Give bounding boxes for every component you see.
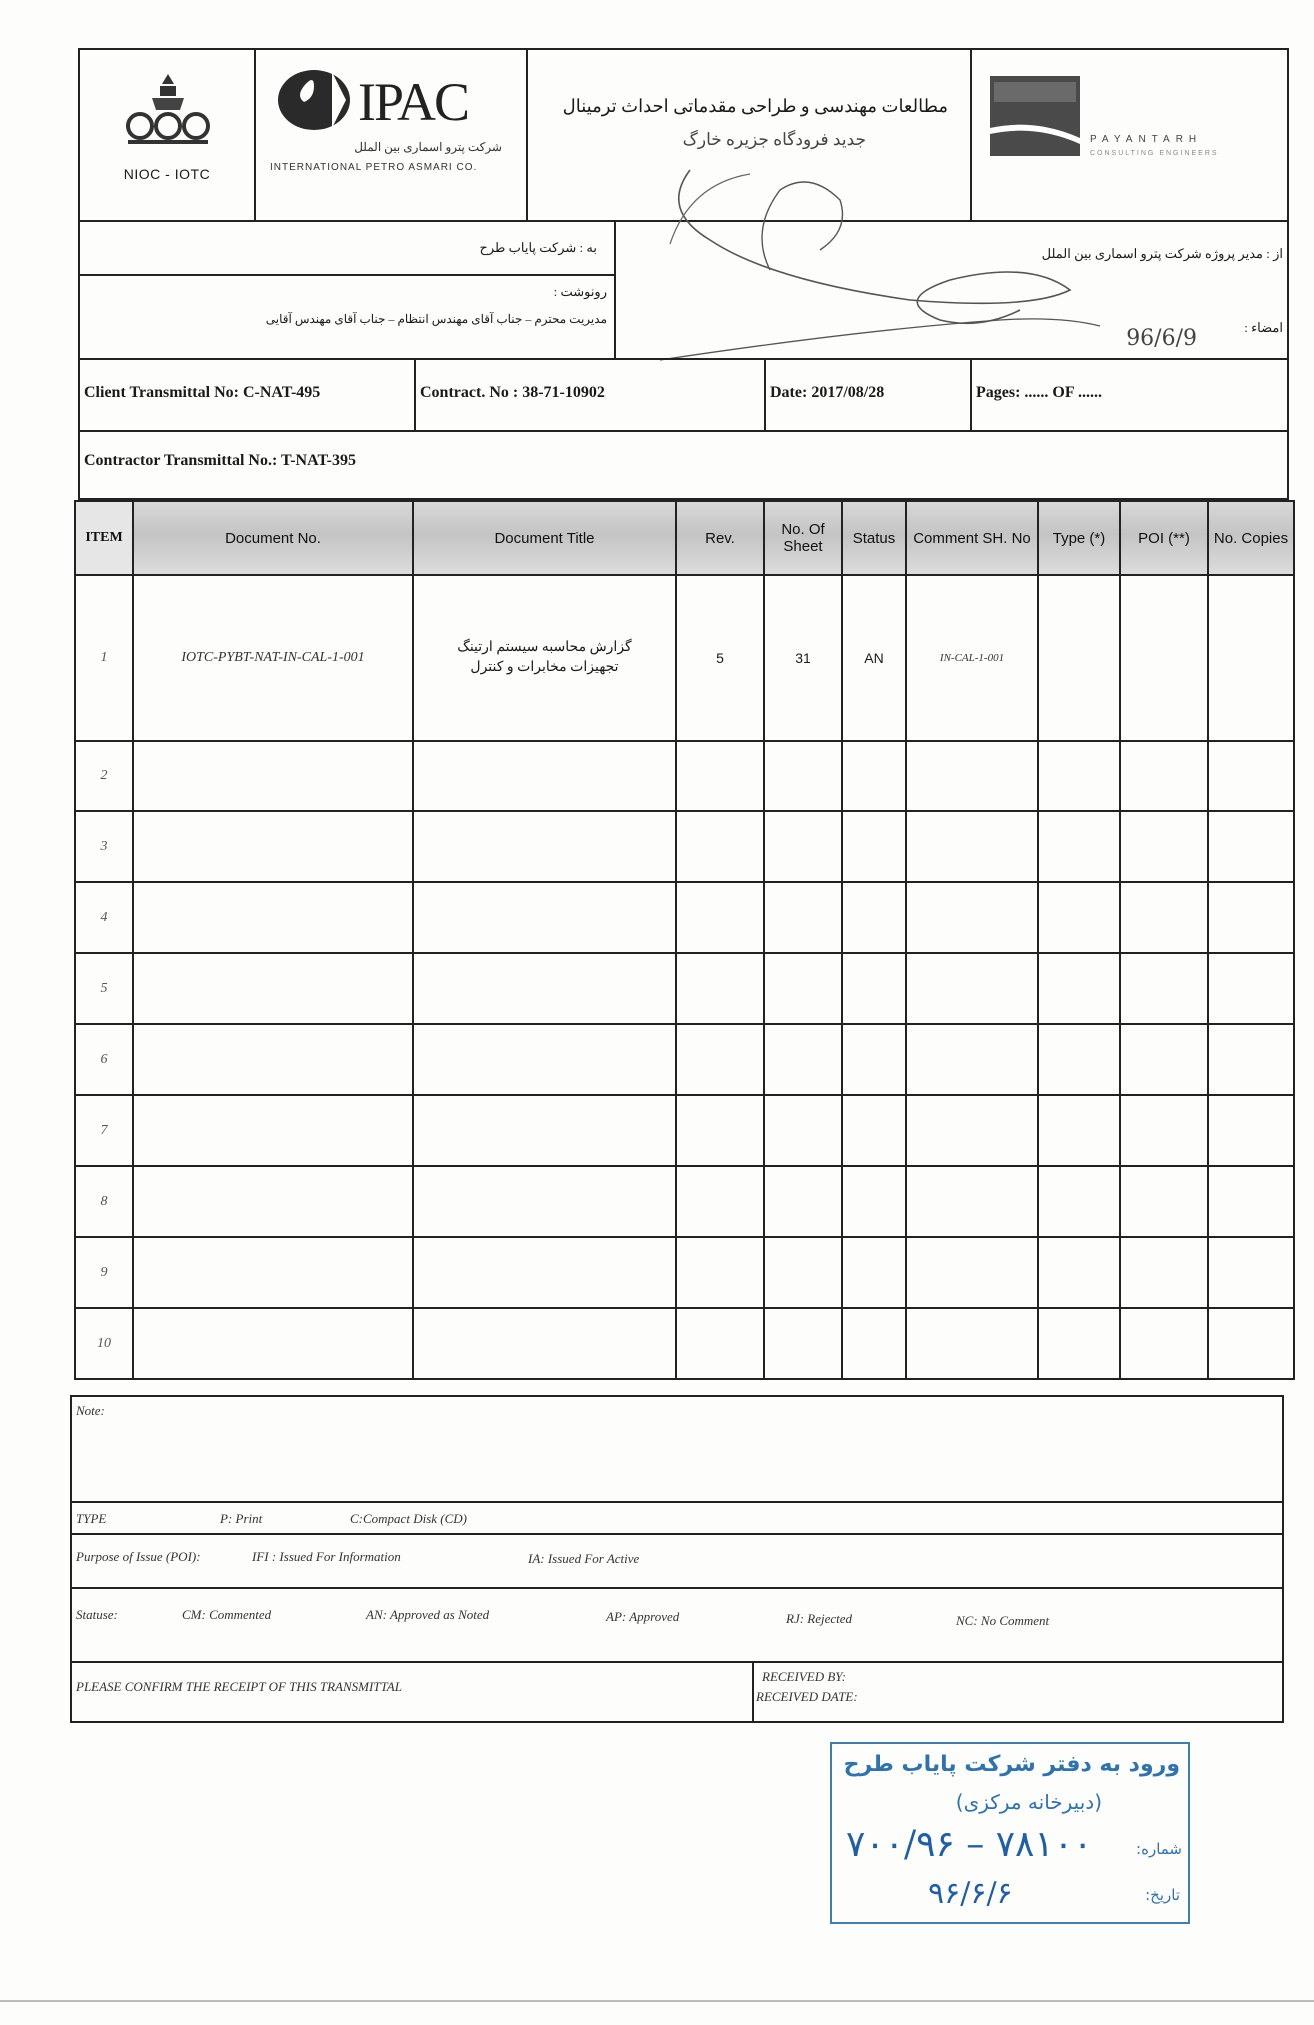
status-rejected: RJ: Rejected xyxy=(786,1611,853,1626)
cc-label: رونوشت : xyxy=(553,284,607,299)
table-row xyxy=(75,741,1294,812)
pages-count: Pages: ...... OF ...... xyxy=(976,384,1103,401)
scan-edge-rule xyxy=(0,2000,1314,2002)
row-item-number: 2 xyxy=(75,741,133,812)
stamp-number-label: شماره: xyxy=(1136,1840,1182,1858)
table-row xyxy=(75,882,1294,953)
client-transmittal-no: Client Transmittal No: C-NAT-495 xyxy=(80,360,416,430)
transmittal-date: Date: 2017/08/28 xyxy=(766,360,972,430)
table-row xyxy=(75,1237,1294,1308)
project-title-line1: مطالعات مهندسی و طراحی مقدماتی احداث ترمینال xyxy=(562,96,948,116)
stamp-date-label: تاریخ: xyxy=(1145,1886,1180,1904)
table-row xyxy=(75,1024,1294,1095)
document-items-table xyxy=(74,500,1295,1380)
col-header-document-title: Document Title xyxy=(413,501,676,575)
nioc-emblem-icon xyxy=(122,70,214,160)
col-header-item: ITEM xyxy=(75,501,133,575)
nioc-label: NIOC - IOTC xyxy=(123,166,211,182)
row-item-number: 4 xyxy=(75,882,133,953)
row-item-number: 6 xyxy=(75,1024,133,1095)
row-item-number: 5 xyxy=(75,953,133,1024)
stamp-line2: (دبیرخانه مرکزی) xyxy=(955,1790,1102,1814)
nioc-logo-cell xyxy=(80,50,256,220)
signature-date: 96/6/9 xyxy=(1126,326,1197,351)
ipac-logo-icon xyxy=(274,64,514,136)
col-header-type: Type (*) xyxy=(1038,501,1120,575)
row-item-number: 7 xyxy=(75,1095,133,1166)
stamp-date-value: ۹۶/۶/۶ xyxy=(928,1876,1013,1911)
col-header-status: Status xyxy=(842,501,906,575)
row-sheets: 31 xyxy=(764,575,842,741)
table-row xyxy=(75,575,1294,741)
to-recipient: به : شرکت پایاب طرح xyxy=(479,240,597,255)
table-row xyxy=(75,1308,1294,1379)
payantarh-name: PAYANTARH xyxy=(1090,134,1203,145)
status-no-comment: NC: No Comment xyxy=(956,1613,1050,1628)
stamp-number-value: ۷۰۰/۹۶ – ۷۸۱۰۰ xyxy=(846,1824,1093,1865)
row-comment-sheet: IN-CAL-1-001 xyxy=(906,575,1038,741)
col-header-no-of-sheet: No. Of Sheet xyxy=(764,501,842,575)
col-header-comment-sh-no: Comment SH. No xyxy=(906,501,1038,575)
row-poi xyxy=(1120,575,1208,741)
note-label: Note: xyxy=(76,1403,105,1418)
row-document-title xyxy=(413,575,676,741)
cc-value: مدیریت محترم – جناب آقای مهندس انتظام – جناب آقای مهندس آقایی xyxy=(265,312,607,326)
ipac-name-en: INTERNATIONAL PETRO ASMARI CO. xyxy=(270,162,478,173)
row-item-number: 8 xyxy=(75,1166,133,1237)
row-rev: 5 xyxy=(676,575,764,741)
table-header-row xyxy=(75,501,1294,575)
ipac-logo-text: IPAC xyxy=(358,72,469,132)
ipac-logo-cell xyxy=(256,50,528,220)
notes-box xyxy=(70,1395,1284,1723)
row-document-title-line2: تجهیزات مخابرات و کنترل xyxy=(470,659,619,675)
status-approved: AP: Approved xyxy=(606,1609,680,1624)
status-label: Statuse: xyxy=(76,1607,118,1622)
table-row xyxy=(75,1166,1294,1237)
poi-ia: IA: Issued For Active xyxy=(528,1551,640,1566)
col-header-rev: Rev. xyxy=(676,501,764,575)
type-compact-disk: C:Compact Disk (CD) xyxy=(350,1511,467,1526)
received-date: RECEIVED DATE: xyxy=(756,1689,858,1704)
col-header-no-copies: No. Copies xyxy=(1208,501,1294,575)
type-label: TYPE xyxy=(76,1511,107,1526)
row-item-number: 10 xyxy=(75,1308,133,1379)
from-sender: از : مدیر پروژه شرکت پترو اسماری بین الملل xyxy=(1041,246,1283,261)
col-header-document-no: Document No. xyxy=(133,501,413,575)
contractor-transmittal-no: Contractor Transmittal No.: T-NAT-395 xyxy=(78,432,1289,500)
row-item-number: 9 xyxy=(75,1237,133,1308)
payantarh-logo-icon xyxy=(990,76,1080,156)
row-item-number: 1 xyxy=(75,575,133,741)
project-title-line2: جدید فرودگاه جزیره خارگ xyxy=(682,130,866,149)
contract-no: Contract. No : 38-71-10902 xyxy=(416,360,766,430)
col-header-poi: POI (**) xyxy=(1120,501,1208,575)
confirm-receipt-text: PLEASE CONFIRM THE RECEIPT OF THIS TRANSMITTAL xyxy=(76,1679,402,1694)
row-type xyxy=(1038,575,1120,741)
table-row xyxy=(75,953,1294,1024)
transmittal-info-row xyxy=(78,360,1289,432)
status-approved-as-noted: AN: Approved as Noted xyxy=(366,1607,490,1622)
status-commented: CM: Commented xyxy=(182,1607,272,1622)
address-block xyxy=(78,222,1289,360)
ipac-name-fa: شرکت پترو اسماری بین الملل xyxy=(354,140,502,154)
payantarh-subtitle: CONSULTING ENGINEERS xyxy=(1090,150,1219,157)
table-row xyxy=(75,1095,1294,1166)
poi-ifi: IFI : Issued For Information xyxy=(252,1549,401,1564)
row-copies xyxy=(1208,575,1294,741)
received-by: RECEIVED BY: xyxy=(762,1669,846,1684)
row-status: AN xyxy=(842,575,906,741)
row-document-no: IOTC-PYBT-NAT-IN-CAL-1-001 xyxy=(133,575,413,741)
receipt-stamp xyxy=(830,1742,1190,1924)
type-print: P: Print xyxy=(220,1511,263,1526)
row-item-number: 3 xyxy=(75,811,133,882)
signature-label: امضاء : xyxy=(1244,320,1283,335)
stamp-line1: ورود به دفتر شرکت پایاب طرح xyxy=(843,1752,1180,1777)
poi-label: Purpose of Issue (POI): xyxy=(76,1549,201,1564)
row-document-title-line1: گزارش محاسبه سیستم ارتینگ xyxy=(457,639,632,655)
table-row xyxy=(75,811,1294,882)
